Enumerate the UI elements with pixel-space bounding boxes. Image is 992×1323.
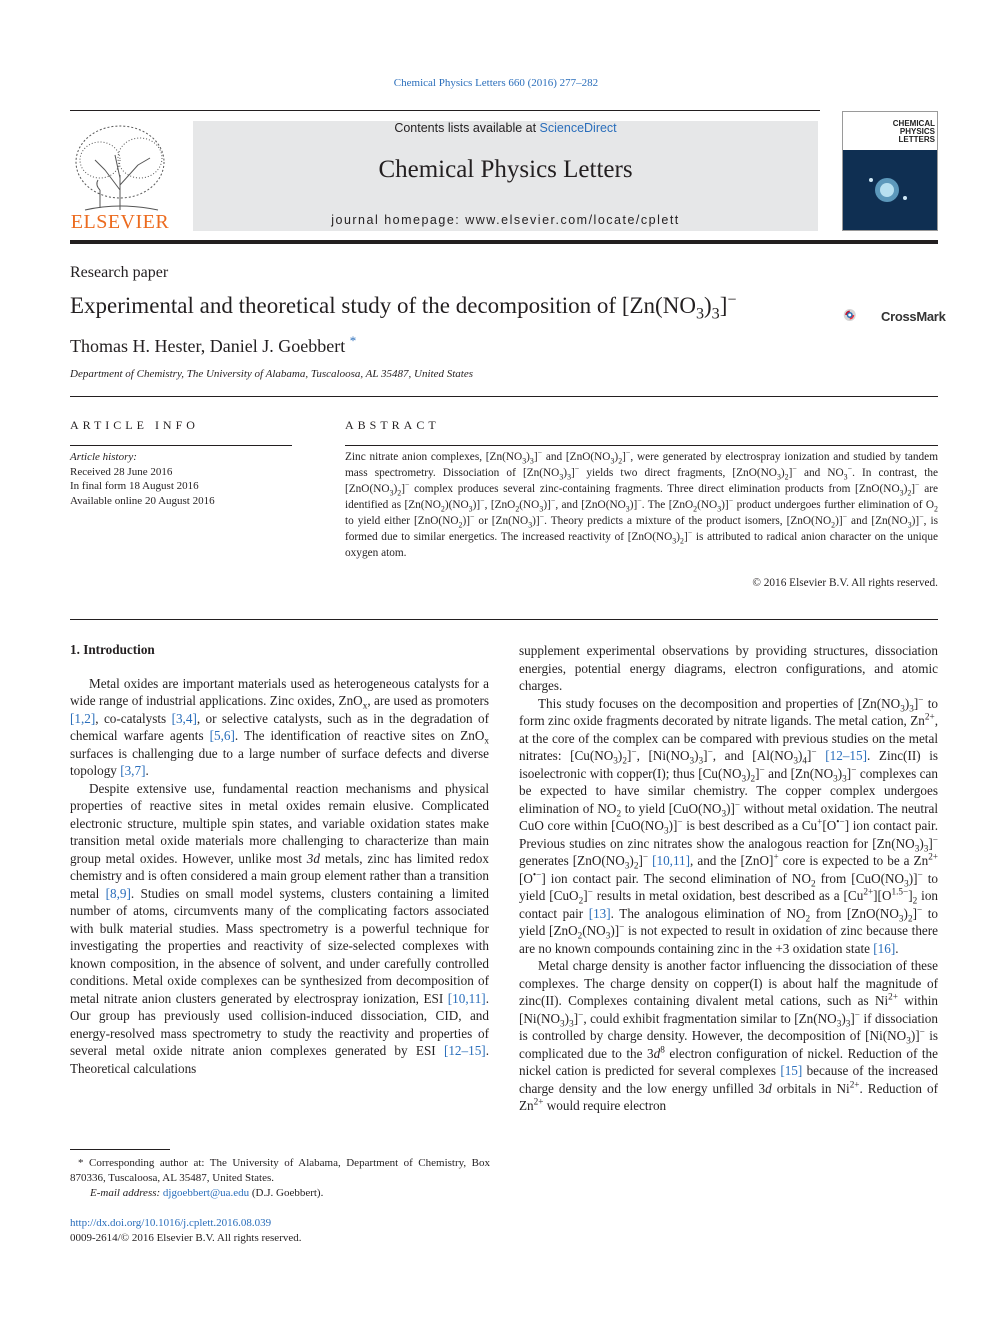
footnote: [70, 1156, 490, 1201]
history-label: Article history:: [70, 451, 137, 463]
email-label: E-mail address:: [90, 1187, 163, 1199]
paragraph: Metal charge density is another factor influencing the dissociation of these complexes. The charge density on copper(I) is about half the magnitude of zinc(II). Complexes containing divalent metal cations, such as $Ni^{2+}$ within $[Ni(NO_3)_3]^-$, could exhibit fragmentation similar to $[Zn(NO_3)_3]^-$ if dissociation is controlled by charge density. However, the decomposition of $[Ni(NO_3)]^-$ is complicated due to the $3d^8$ electron configuration of nickel. Reduction of the nickel cation is predicted for several complexes [15] because of the increased charge density and the low energy unfilled 3d orbitals in $Ni^{2+}$. Reduction of $Zn^{2+}$ would require electron: [519, 958, 939, 1113]
abstract-copyright: © 2016 Elsevier B.V. All rights reserved.: [752, 577, 938, 589]
citation-link[interactable]: [5,6]: [209, 728, 235, 743]
homepage-url[interactable]: www.elsevier.com/locate/cplett: [465, 213, 680, 227]
doi-block: [70, 1216, 302, 1246]
citation-link[interactable]: [13]: [588, 905, 611, 921]
homepage-prefix: journal homepage:: [331, 213, 466, 227]
header-rule-bottom: [70, 240, 938, 244]
paragraph: Despite extensive use, fundamental reaction mechanisms and physical properties of reactive sites in metal oxides remain elusive. Complicated electronic structure, multiple spin states, and variable oxidation states make transition metal oxide materials more challenging to characterize than main group metal oxides. However, unlike most 3d metals, zinc has limited redox chemistry and is often considered a main group element rather than a transition metal [8,9]. Studies on small model systems, clusters containing a limited number of atoms, circumvents many of the complicating factors associated with bulk material studies. Mass spectrometry is a powerful technique for investigating the properties and reactivity of size-selected complexes with known composition, in the absence of solvent, and under carefully controlled conditions. Metal oxide complexes can be synthesized from decomposition of metal nitrate anion clusters generated by electrospray ionization, ESI [10,11]. Our group has previously used collision-induced dissociation, CID, and energy-resolved mass spectrometry to study the reactivity and properties of several metal oxide nitrate anion complexes generated by ESI [12–15]. Theoretical calculations: [70, 780, 490, 1076]
article-info-heading: ARTICLE INFO: [70, 418, 199, 432]
divider: [70, 396, 938, 397]
email-line: [70, 1186, 490, 1201]
citation-link[interactable]: [10,11]: [652, 853, 691, 868]
doi-link[interactable]: http://dx.doi.org/10.1016/j.cplett.2016.08.039: [70, 1217, 272, 1229]
corresponding-author-mark[interactable]: *: [349, 333, 357, 348]
abstract-text: Zinc nitrate anion complexes, $[Zn(NO_3)_3]^-$ and $[ZnO(NO_3)_2]^-$, were generated by electrospray ionization and studied by tandem mass spectrometry. Dissociation of $[Zn(NO_3)_3]^-$ yields two direct fragments, $[ZnO(NO_3)_2]^-$ and $NO_3^-$. In contrast, the $[ZnO(NO_3)_2]^-$ complex produces several zinc-containing fragments. Three direct elimination products from $[ZnO(NO_3)_2]^-$ are identified as $[Zn(NO_2)(NO_3)]^-$, $[ZnO_2(NO_3)]^-$, and $[ZnO(NO_3)]^-$. The $[ZnO_2(NO_3)]^-$ product undergoes further elimination of $O_2$ to yield either $[ZnO(NO_2)]^-$ or $[Zn(NO_3)]^-$. Theory predicts a mixture of the product isomers, $[ZnO(NO_2)]^-$ and $[Zn(NO_3)]^-$, is formed due to similar energetics. The increased reactivity of $[ZnO(NO_3)_2]^-$ is attributed to radical anion character on the unique oxygen atom.: [345, 448, 939, 559]
authors: Thomas H. Hester, Daniel J. Goebbert *: [70, 333, 357, 356]
citation-link[interactable]: [3,7]: [120, 763, 146, 778]
contents-line: [193, 121, 818, 135]
cover-title: CHEMICAL PHYSICS LETTERS: [892, 119, 935, 144]
citation-link[interactable]: [15]: [780, 1063, 803, 1078]
body-column-left: [70, 641, 489, 1077]
journal-reference[interactable]: Chemical Physics Letters 660 (2016) 277–282: [393, 77, 599, 89]
received-date: Received 28 June 2016: [70, 465, 173, 478]
online-date: Available online 20 August 2016: [70, 494, 215, 507]
citation-link[interactable]: [1,2]: [70, 710, 96, 726]
article-type: Research paper: [70, 264, 169, 281]
body-column-right: [519, 642, 938, 1115]
corresponding-author-note: * Corresponding author at: The University of Alabama, Department of Chemistry, Box 870336, Tuscaloosa, AL 35487, United States.: [70, 1157, 490, 1184]
elsevier-wordmark: ELSEVIER: [70, 211, 170, 233]
abstract-heading: ABSTRACT: [345, 418, 440, 432]
crossmark-icon[interactable]: [843, 297, 879, 333]
divider: [70, 445, 292, 446]
revised-date: In final form 18 August 2016: [70, 480, 199, 492]
citation-link[interactable]: [12–15]: [443, 1043, 486, 1058]
crossmark-label[interactable]: CrossMark: [881, 309, 946, 324]
email-link[interactable]: djgoebbert@ua.edu: [162, 1187, 250, 1199]
email-suffix: (D.J. Goebbert).: [249, 1187, 324, 1199]
citation-link[interactable]: [12–15]: [825, 748, 867, 763]
paragraph: Metal oxides are important materials used as heterogeneous catalysts for a wide range of industrial applications. Zinc oxides, ZnO$_x$, are used as promoters [1,2], co-catalysts [3,4], or selective catalysts, such as in the degradation of chemical warfare agents [5,6]. The identification of reactive sites on ZnO$_x$ surfaces is challenging due to a large number of surface defects and diverse topology [3,7].: [70, 675, 490, 778]
citation-link[interactable]: [3,4]: [171, 710, 197, 726]
divider: [70, 619, 938, 620]
affiliation: Department of Chemistry, The University of Alabama, Tuscaloosa, AL 35487, United States: [70, 368, 474, 380]
contents-prefix: Contents lists available at: [394, 121, 540, 135]
article-history: [70, 450, 215, 508]
issn-copyright: 0009-2614/© 2016 Elsevier B.V. All rights reserved.: [70, 1232, 302, 1244]
journal-homepage: [193, 213, 818, 227]
divider: [345, 445, 938, 446]
footnote-rule: [70, 1149, 170, 1150]
sciencedirect-link[interactable]: ScienceDirect: [539, 121, 617, 135]
paragraph: This study focuses on the decomposition and properties of $[Zn(NO_3)_3]^-$ to form zinc oxide fragments decorated by nitrate ligands. The metal cation, $Zn^{2+}$, at the core of the complex can be compared with previous studies on the metal nitrates: $[Cu(NO_3)_2]^-$, $[Ni(NO_3)_3]^-$, and $[Al(NO_3)_4]^-$ [12–15]. Zinc(II) is isoelectronic with copper(I); thus $[Cu(NO_3)_2]^-$ and $[Zn(NO_3)_3]^-$ complexes can be expected to have similar chemistry. The copper complex undergoes elimination of $NO_2$ to yield $[CuO(NO_3)]^-$ without metal oxidation. The neutral CuO core within $[CuO(NO_3)]^-$ is best described as a Cu+[O•−] ion contact pair. Previous studies on zinc nitrates show the analogous reaction for $[Zn(NO_3)_3]^-$ generates $[ZnO(NO_3)_2]^-$ [10,11], and the [ZnO]+ core is expected to be a $Zn^{2+}[O^{•-}]$ ion contact pair. The second elimination of $NO_2$ from $[CuO(NO_3)]^-$ to yield [CuO$_2$]− results in metal oxidation, best described as a $[Cu^{2+}][O^{1.5-}]_2$ ion contact pair [13]. The analogous elimination of $NO_2$ from $[ZnO(NO_3)_2]^-$ to yield $[ZnO_2(NO_3)]^-$ is not expected to result in oxidation of zinc because there are no known compounds containing zinc in the +3 oxidation state [16].: [519, 694, 939, 956]
header-rule-top: [70, 110, 820, 111]
citation-link[interactable]: [16]: [873, 940, 896, 956]
citation-link[interactable]: [8,9]: [105, 885, 131, 901]
cover-image: [843, 150, 937, 230]
article-title: Experimental and theoretical study of the decomposition of $[Zn(NO_3)_3]^-$: [70, 291, 737, 323]
citation-link[interactable]: [10,11]: [447, 990, 486, 1006]
journal-cover-thumbnail[interactable]: [842, 111, 938, 231]
paragraph: supplement experimental observations by providing structures, dissociation energies, potential energy diagrams, electron configurations, and atomic charges.: [519, 643, 938, 693]
journal-title: Chemical Physics Letters: [378, 156, 633, 183]
section-heading-introduction: 1. Introduction: [70, 642, 155, 657]
